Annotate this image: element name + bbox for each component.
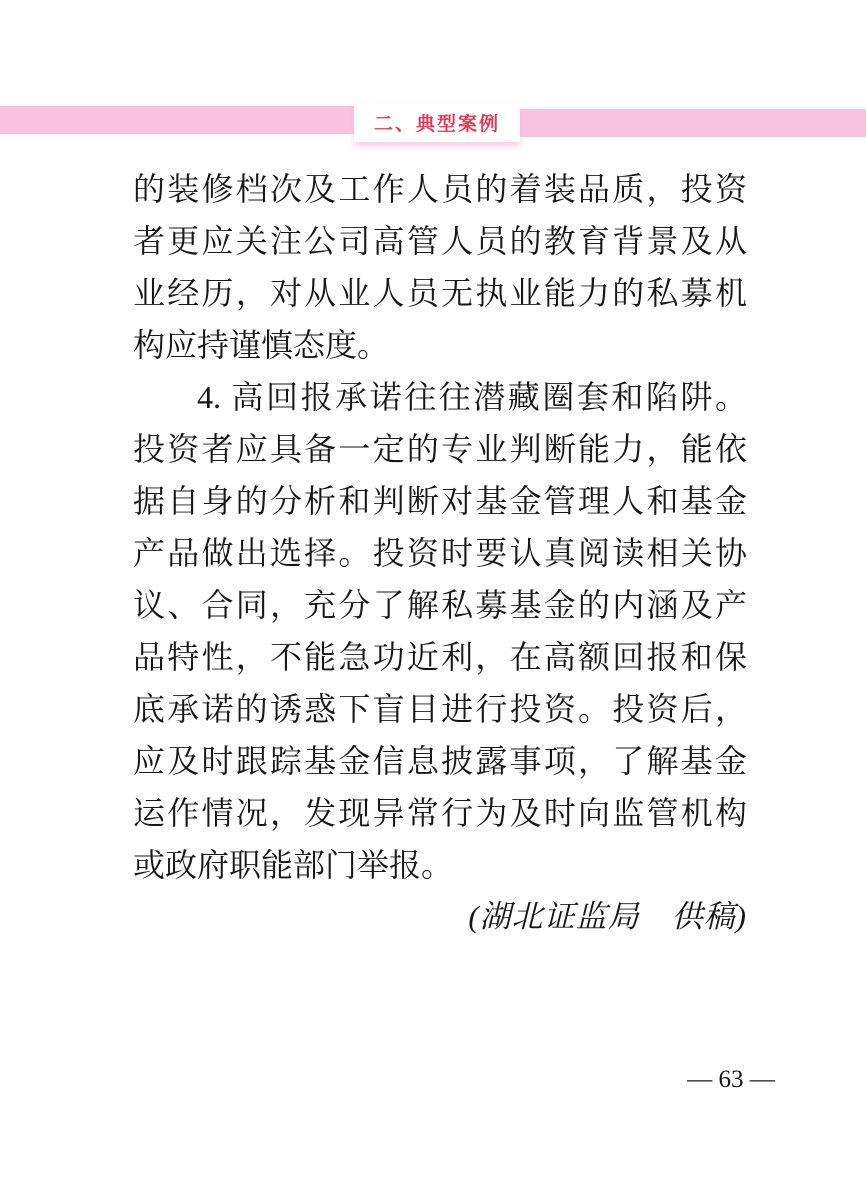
chapter-title: 二、典型案例 bbox=[373, 114, 500, 135]
body-line: 的装修档次及工作人员的着装品质，投资 bbox=[133, 171, 747, 207]
header-banner-right bbox=[518, 109, 866, 137]
body-line-paragraph-start: 4. 高回报承诺往往潜藏圈套和陷阱。 bbox=[197, 379, 747, 415]
body-line: 业经历，对从业人员无执业能力的私募机 bbox=[133, 275, 747, 311]
body-line: 议、合同，充分了解私募基金的内涵及产 bbox=[133, 587, 747, 623]
body-line: 投资者应具备一定的专业判断能力，能依 bbox=[133, 431, 747, 467]
body-line: 底承诺的诱惑下盲目进行投资。投资后， bbox=[133, 691, 747, 727]
body-line: 运作情况，发现异常行为及时向监管机构 bbox=[133, 795, 747, 831]
body-line: 应及时跟踪基金信息披露事项，了解基金 bbox=[133, 743, 747, 779]
attribution-line: (湖北证监局 供稿) bbox=[468, 899, 747, 934]
body-line: 构应持谨慎态度。 bbox=[133, 327, 390, 363]
body-line: 据自身的分析和判断对基金管理人和基金 bbox=[133, 483, 747, 519]
body-line: 者更应关注公司高管人员的教育背景及从 bbox=[133, 223, 747, 259]
body-text-block bbox=[133, 163, 747, 943]
body-line: 品特性，不能急功近利，在高额回报和保 bbox=[133, 639, 747, 675]
body-line: 或政府职能部门举报。 bbox=[133, 847, 454, 883]
header-title-tab bbox=[354, 103, 520, 142]
page-number: — 63 — bbox=[687, 1066, 775, 1093]
header-banner-left bbox=[0, 106, 356, 134]
body-line: 产品做出选择。投资时要认真阅读相关协 bbox=[133, 535, 747, 571]
